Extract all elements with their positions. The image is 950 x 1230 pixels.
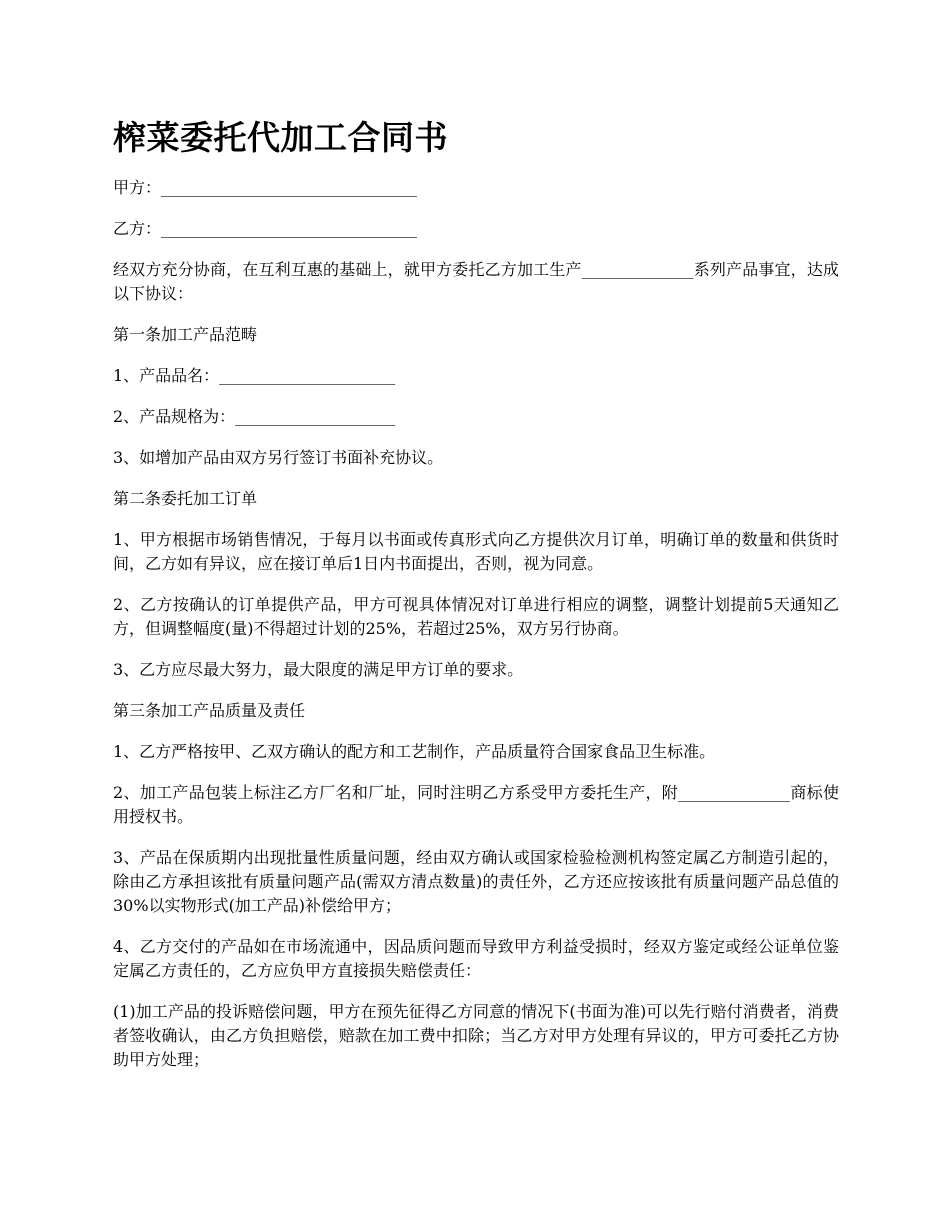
party-b-line: 乙方：________________________________ [113,219,418,238]
article-1-item-3: 3、如增加产品由双方另行签订书面补充协议。 [113,448,444,467]
article-3-heading: 第三条加工产品质量及责任 [113,701,306,720]
document-page [113,118,839,1089]
article-1-heading: 第一条加工产品范畴 [113,325,258,344]
article-3-item-2: 2、加工产品包装上标注乙方厂名和厂址，同时注明乙方系受甲方委托生产，附______________商标使用授权书。 [113,783,839,826]
party-a-line: 甲方：________________________________ [113,178,418,197]
article-2-item-3: 3、乙方应尽最大努力，最大限度的满足甲方订单的要求。 [113,660,524,679]
preamble-paragraph: 经双方充分协商，在互利互惠的基础上，就甲方委托乙方加工生产______________系列产品事宜，达成以下协议： [113,260,839,303]
article-3-item-3: 3、产品在保质期内出现批量性质量问题，经由双方确认或国家检验检测机构签定属乙方制造引起的，除由乙方承担该批有质量问题产品(需双方清点数量)的责任外，乙方还应按该批有质量问题产品总值的30%以实物形式(加工产品)补偿给甲方； [113,848,839,915]
article-3-item-4: 4、乙方交付的产品如在市场流通中，因品质问题而导致甲方利益受损时，经双方鉴定或经公证单位鉴定属乙方责任的，乙方应负甲方直接损失赔偿责任： [113,937,839,980]
article-2-heading: 第二条委托加工订单 [113,489,258,508]
article-1-item-2: 2、产品规格为：____________________ [113,407,396,426]
article-2-item-2: 2、乙方按确认的订单提供产品，甲方可视具体情况对订单进行相应的调整，调整计划提前5天通知乙方，但调整幅度(量)不得超过计划的25%，若超过25%，双方另行协商。 [113,595,839,638]
document-title: 榨菜委托代加工合同书 [113,118,448,157]
article-2-item-1: 1、甲方根据市场销售情况，于每月以书面或传真形式向乙方提供次月订单，明确订单的数量和供货时间，乙方如有异议，应在接订单后1日内书面提出，否则，视为同意。 [113,530,839,573]
article-3-item-4-sub-1: (1)加工产品的投诉赔偿问题，甲方在预先征得乙方同意的情况下(书面为准)可以先行赔付消费者，消费者签收确认，由乙方负担赔偿，赔款在加工费中扣除；当乙方对甲方处理有异议的，甲方可委托乙方协助甲方处理； [113,1002,839,1069]
article-3-item-1: 1、乙方严格按甲、乙双方确认的配方和工艺制作，产品质量符合国家食品卫生标准。 [113,742,716,761]
article-1-item-1: 1、产品品名：______________________ [113,366,396,385]
